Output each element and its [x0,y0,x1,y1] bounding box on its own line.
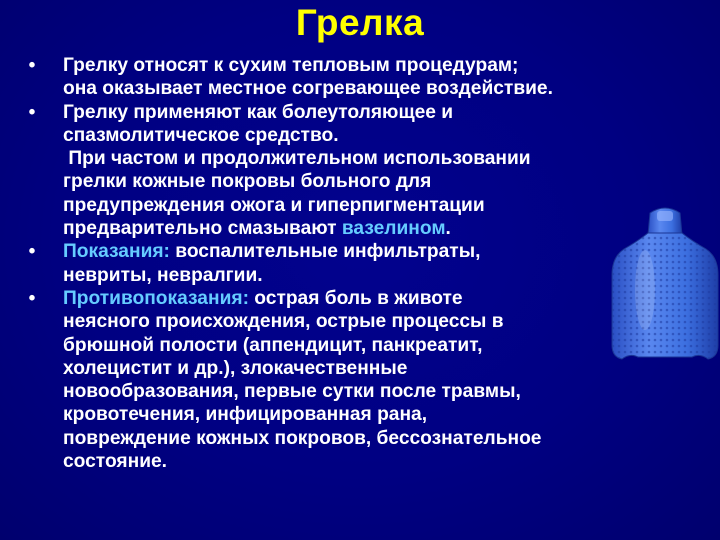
highlight-vaseline: вазелином [341,218,446,240]
bullet-icon: • [28,101,36,123]
text-line: неясного происхождения, острые процессы в [63,311,504,333]
text-segment: острая боль в животе [248,287,463,309]
text-line: невриты, невралгии. [63,264,263,286]
text-line: спазмолитическое средство. [63,124,339,146]
bullet-icon: • [28,55,36,76]
bullet-item-contraindications [22,287,702,473]
bullet-list [22,54,702,473]
text-line: грелки кожные покровы больного для [63,171,432,193]
text-line: Грелку применяют как болеутоляющее и [63,101,454,123]
text-segment: предварительно смазывают [63,218,342,240]
bullet-icon: • [28,241,36,263]
text-line: новообразования, первые сутки после травмы, [63,381,521,403]
slide-title: Грелка [295,2,425,43]
text-line: Грелку относят к сухим тепловым процедурам; [63,55,519,76]
text-line: предупреждения ожога и гиперпигментации [63,194,485,216]
bullet-icon: • [28,287,36,309]
text-segment: воспалительные инфильтраты, [169,241,481,263]
bullet-item [22,101,702,148]
text-line [63,217,702,240]
paragraph [22,147,702,240]
text-line: состояние. [63,451,168,473]
text-segment: . [445,218,451,240]
hot-water-bottle-icon [610,205,720,365]
text-line: холецистит и др.), злокачественные [63,357,408,379]
contraindications-label: Противопоказания: [63,287,249,309]
indications-label: Показания: [63,241,170,263]
bullet-item-indications [22,240,702,287]
bullet-item [22,54,702,101]
text-line: брюшной полости (аппендицит, панкреатит, [63,334,483,356]
text-line [63,287,702,310]
text-line [63,240,702,263]
text-line: повреждение кожных покровов, бессознательное [63,427,542,449]
text-line: кровотечения, инфицированная рана, [63,404,428,426]
text-line: При частом и продолжительном использовании [63,148,531,170]
text-line: она оказывает местное согревающее воздействие. [63,78,553,100]
